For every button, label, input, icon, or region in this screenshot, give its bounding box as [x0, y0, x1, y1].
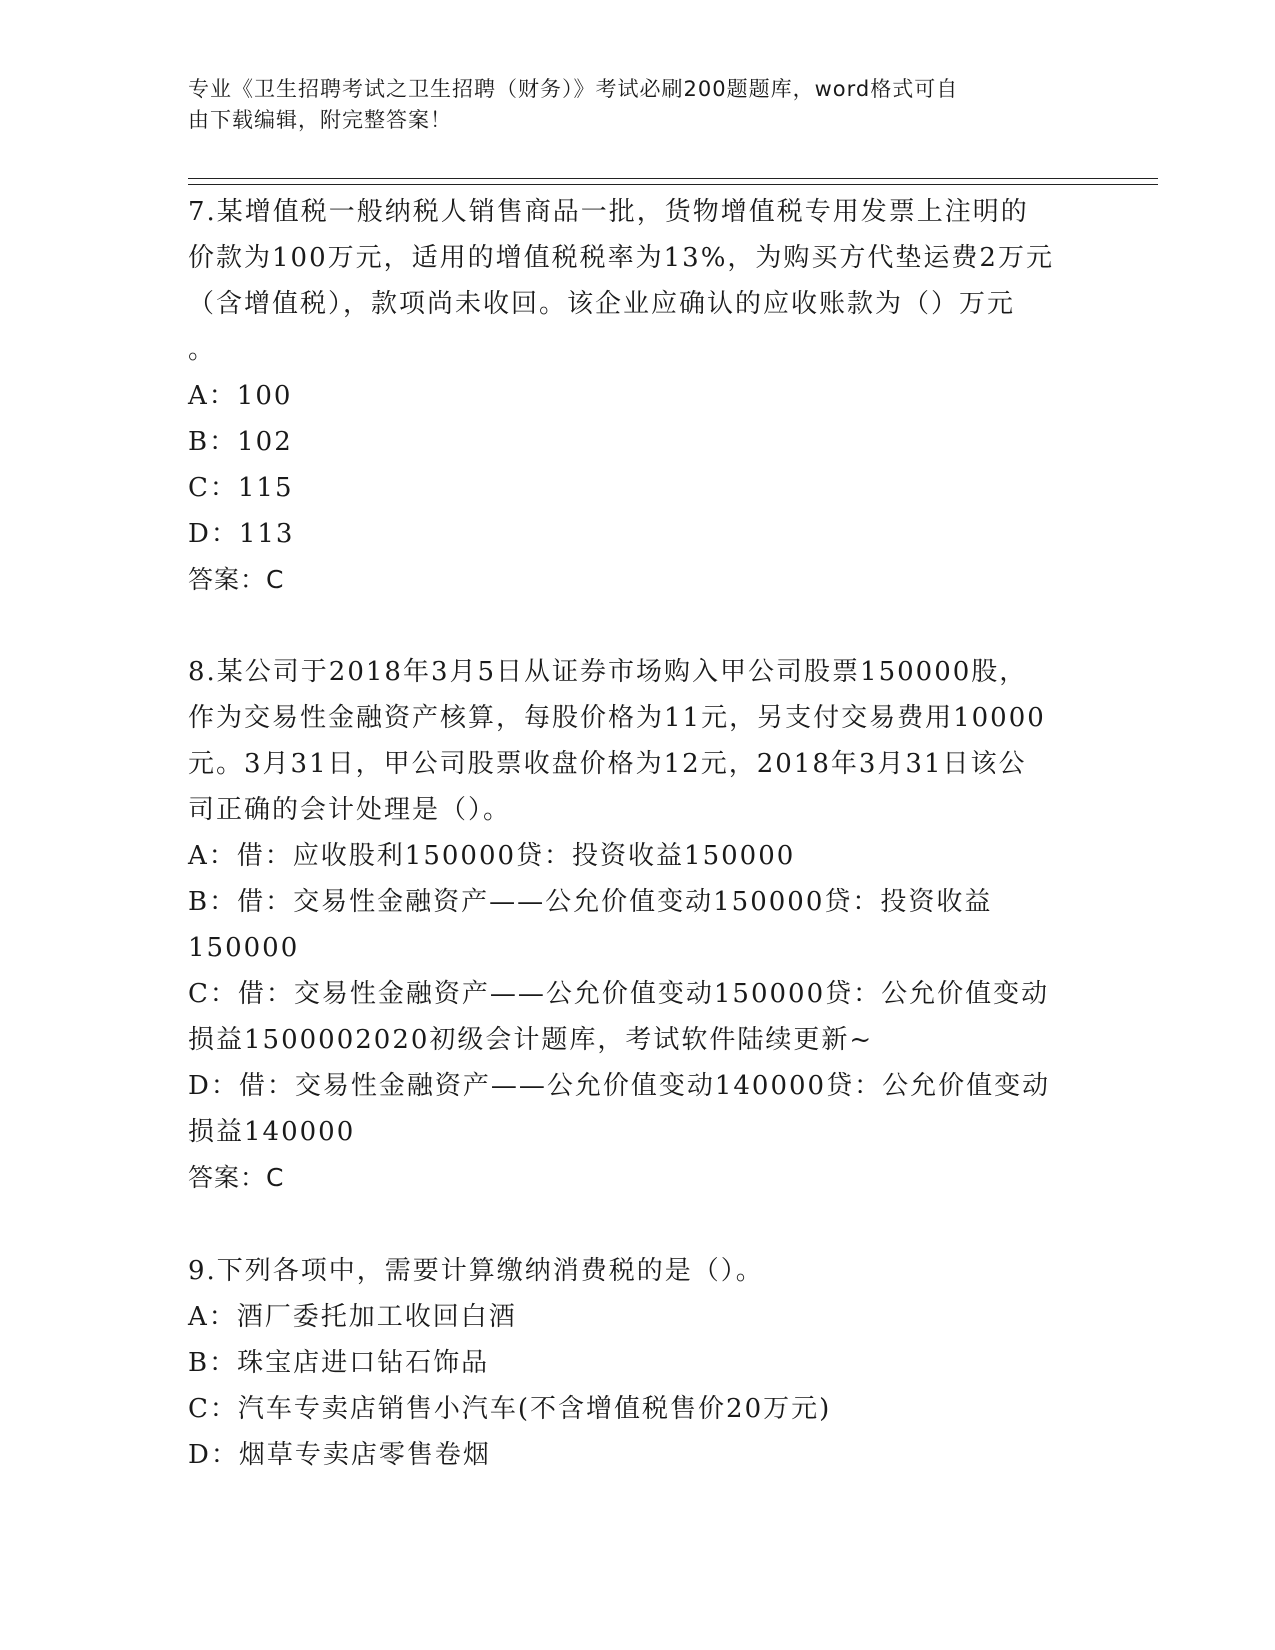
question-stem-line: 元。3月31日，甲公司股票收盘价格为12元，2018年3月31日该公	[188, 749, 1027, 779]
option-b: B：借：交易性金融资产——公允价值变动150000贷：投资收益	[188, 887, 993, 917]
question-7	[188, 189, 1088, 603]
question-stem-line: 。	[188, 335, 217, 365]
option-d: D：借：交易性金融资产——公允价值变动140000贷：公允价值变动	[188, 1071, 1051, 1101]
option-b: B：102	[188, 427, 293, 457]
option-b-continuation: 150000	[188, 933, 300, 963]
answer-line: 答案：C	[188, 565, 285, 594]
option-c: C：汽车专卖店销售小汽车(不含增值税售价20万元)	[188, 1394, 832, 1424]
option-b: B：珠宝店进口钻石饰品	[188, 1348, 490, 1378]
question-8	[188, 649, 1088, 1201]
option-a: A：借：应收股利150000贷：投资收益150000	[188, 841, 796, 871]
option-c-continuation: 损益1500002020初级会计题库，考试软件陆续更新~	[188, 1025, 874, 1055]
header-divider-bottom	[188, 184, 1158, 185]
question-stem-line: 作为交易性金融资产核算，每股价格为11元，另支付交易费用10000	[188, 703, 1046, 733]
option-d-continuation: 损益140000	[188, 1117, 356, 1147]
option-d: D：烟草专卖店零售卷烟	[188, 1440, 491, 1470]
header-divider-top	[188, 178, 1158, 179]
option-a: A：酒厂委托加工收回白酒	[188, 1302, 517, 1332]
header-title-line-1: 专业《卫生招聘考试之卫生招聘（财务）》考试必刷200题题库，word格式可自	[188, 77, 959, 101]
option-c: C：115	[188, 473, 294, 503]
question-stem-line: 价款为100万元，适用的增值税税率为13%，为购买方代垫运费2万元	[188, 243, 1054, 273]
option-d: D：113	[188, 519, 295, 549]
answer-line: 答案：C	[188, 1163, 285, 1192]
question-stem-line: 司正确的会计处理是（）。	[188, 795, 512, 825]
question-stem-line: 8.某公司于2018年3月5日从证券市场购入甲公司股票150000股，	[188, 657, 1028, 687]
question-stem-line: （含增值税），款项尚未收回。该企业应确认的应收账款为（）万元	[188, 289, 1016, 319]
question-9	[188, 1248, 1088, 1478]
question-stem-line: 9.下列各项中，需要计算缴纳消费税的是（）。	[188, 1256, 764, 1286]
option-c: C：借：交易性金融资产——公允价值变动150000贷：公允价值变动	[188, 979, 1050, 1009]
question-stem-line: 7.某增值税一般纳税人销售商品一批，货物增值税专用发票上注明的	[188, 197, 1029, 227]
document-header	[188, 74, 1088, 136]
header-title-line-2: 由下载编辑，附完整答案！	[188, 108, 452, 132]
option-a: A：100	[188, 381, 293, 411]
